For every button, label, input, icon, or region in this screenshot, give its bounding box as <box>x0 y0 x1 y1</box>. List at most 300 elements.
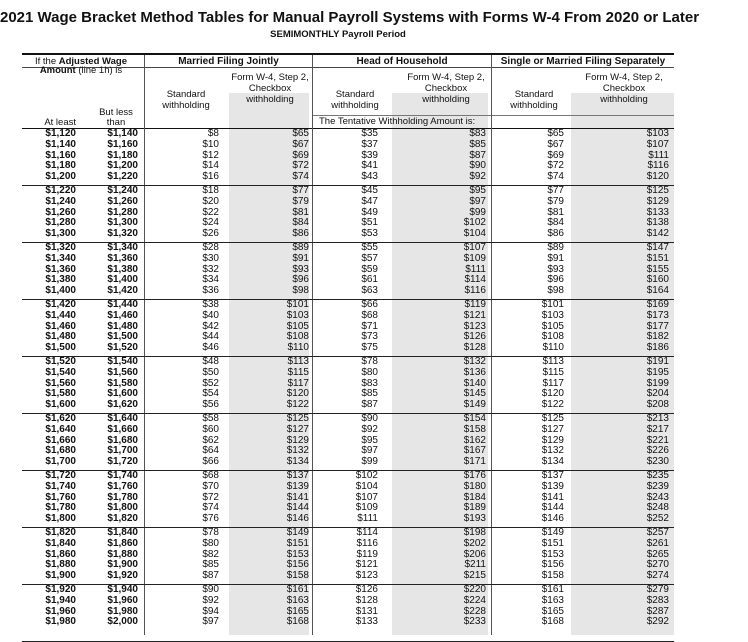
single-checkbox-cell: $111 <box>648 149 669 161</box>
mfj-checkbox-cell: $113 <box>287 356 309 367</box>
hoh-standard-cell: $68 <box>361 309 378 321</box>
mfj-standard-cell: $76 <box>202 513 219 525</box>
mfj-standard-cell: $82 <box>202 548 219 560</box>
but-less-than-cell: $1,280 <box>107 206 138 218</box>
single-checkbox-cell: $208 <box>646 399 669 411</box>
hoh-checkbox-cell: $114 <box>464 274 486 286</box>
mfj-standard-cell: $16 <box>202 171 219 183</box>
at-least-cell: $1,140 <box>45 138 76 150</box>
hoh-standard-cell: $126 <box>355 584 378 595</box>
single-checkbox-cell: $204 <box>646 388 669 400</box>
mfj-standard-cell: $50 <box>202 366 219 378</box>
mfj-checkbox-cell: $72 <box>292 160 309 172</box>
mfj-standard-cell: $18 <box>202 185 219 196</box>
table-row <box>22 343 674 354</box>
but-less-than-cell: $1,680 <box>107 434 138 446</box>
single-standard-cell: $137 <box>541 470 564 481</box>
mfj-checkbox-cell: $163 <box>286 594 309 606</box>
tentative-amount-heading: The Tentative Withholding Amount is: <box>319 116 476 127</box>
single-standard-cell: $115 <box>542 366 564 378</box>
at-least-cell: $1,880 <box>45 559 76 571</box>
single-standard-cell: $89 <box>547 242 564 253</box>
single-checkbox-cell: $257 <box>646 527 669 538</box>
mfj-checkbox-cell: $156 <box>286 559 309 571</box>
mfj-checkbox-cell: $96 <box>292 274 309 286</box>
but-less-than-cell: $1,320 <box>107 228 138 240</box>
hoh-standard-cell: $116 <box>356 537 378 549</box>
hoh-standard-cell: $123 <box>355 570 378 582</box>
mfj-standard-cell: $22 <box>202 206 219 218</box>
hoh-standard-cell: $71 <box>361 320 378 332</box>
mfj-checkbox-cell: $141 <box>286 491 309 503</box>
mfj-checkbox-cell: $132 <box>286 445 309 457</box>
hoh-checkbox-cell: $176 <box>463 470 486 481</box>
but-less-than-cell: $1,220 <box>107 171 138 183</box>
bracket-group <box>22 414 674 471</box>
but-less-than-cell: $1,600 <box>107 388 138 400</box>
hoh-standard-cell: $87 <box>361 399 378 411</box>
bracket-groups <box>22 129 674 642</box>
hoh-checkbox-cell: $132 <box>463 356 486 367</box>
mfj-checkbox-cell: $74 <box>292 171 309 183</box>
single-standard-cell: $69 <box>547 149 564 161</box>
mfj-standard-cell: $44 <box>202 331 219 343</box>
table-top-rule <box>22 53 674 55</box>
but-less-than-cell: $1,400 <box>107 274 138 286</box>
single-standard-cell: $141 <box>541 491 564 503</box>
mfj-checkbox-cell: $151 <box>286 537 309 549</box>
single-checkbox-cell: $125 <box>646 185 669 196</box>
at-least-cell: $1,800 <box>45 513 76 525</box>
at-least-cell: $1,180 <box>45 160 76 172</box>
single-standard-cell: $151 <box>541 537 564 549</box>
page-title: 2021 Wage Bracket Method Tables for Manual Payroll Systems with Forms W-4 From 2020 or Later <box>0 9 700 26</box>
mfj-standard-cell: $72 <box>202 491 219 503</box>
mfj-checkbox-cell: $93 <box>292 263 309 275</box>
single-standard-cell: $79 <box>547 195 564 207</box>
at-least-cell: $1,760 <box>45 491 76 503</box>
single-checkbox-cell: $120 <box>646 171 669 183</box>
mfj-standard-cell: $87 <box>202 570 219 582</box>
single-standard-cell: $165 <box>541 605 564 617</box>
mfj-checkbox-cell: $86 <box>292 228 309 240</box>
hoh-checkbox-cell: $90 <box>469 160 486 172</box>
mfj-standard-cell: $20 <box>202 195 219 207</box>
but-less-than-cell: $1,380 <box>107 263 138 275</box>
mfj-checkbox-cell: $165 <box>286 605 309 617</box>
mfj-checkbox-cell: $153 <box>286 548 309 560</box>
mfj-standard-cell: $85 <box>202 559 219 571</box>
mfj-checkbox-cell: $125 <box>286 413 309 424</box>
hoh-checkbox-cell: $95 <box>469 185 486 196</box>
at-least-label: At least <box>44 117 76 128</box>
single-checkbox-cell: $199 <box>646 377 669 389</box>
but-less-than-cell: $1,540 <box>107 356 138 367</box>
single-standard-cell: $98 <box>547 285 564 297</box>
status-hoh: Head of Household <box>356 56 448 67</box>
single-checkbox-heading: Form W-4, Step 2, Checkbox withholding <box>585 72 663 105</box>
mfj-standard-cell: $40 <box>202 309 219 321</box>
mfj-standard-cell: $28 <box>202 242 219 253</box>
mfj-standard-cell: $56 <box>202 399 219 411</box>
but-less-than-cell: $1,860 <box>107 537 138 549</box>
but-less-than-label: But less than <box>99 107 133 128</box>
hoh-checkbox-cell: $85 <box>469 138 486 150</box>
at-least-cell: $1,480 <box>45 331 76 343</box>
mfj-standard-cell: $64 <box>202 445 219 457</box>
mfj-checkbox-cell: $98 <box>292 285 309 297</box>
hoh-checkbox-heading: Form W-4, Step 2, Checkbox withholding <box>407 72 485 105</box>
hoh-checkbox-cell: $119 <box>464 299 486 310</box>
but-less-than-cell: $1,980 <box>107 605 138 617</box>
hoh-checkbox-cell: $104 <box>463 228 486 240</box>
single-checkbox-cell: $221 <box>646 434 669 446</box>
but-less-than-cell: $1,780 <box>107 491 138 503</box>
but-less-than-cell: $1,820 <box>107 513 138 525</box>
but-less-than-cell: $1,340 <box>107 242 138 253</box>
but-less-than-cell: $1,140 <box>107 128 138 139</box>
hoh-standard-cell: $78 <box>361 356 378 367</box>
single-checkbox-cell: $252 <box>646 513 669 525</box>
single-checkbox-cell: $287 <box>646 605 669 617</box>
mfj-checkbox-cell: $91 <box>292 252 309 264</box>
table-row <box>22 539 674 550</box>
mfj-standard-cell: $30 <box>202 252 219 264</box>
at-least-cell: $1,280 <box>45 217 76 229</box>
hoh-standard-cell: $80 <box>361 366 378 378</box>
single-checkbox-cell: $103 <box>646 128 669 139</box>
hoh-checkbox-cell: $92 <box>469 171 486 183</box>
but-less-than-cell: $1,460 <box>107 309 138 321</box>
wage-label-prefix: If the <box>34 56 59 67</box>
table-row <box>22 457 674 468</box>
but-less-than-cell: $1,480 <box>107 320 138 332</box>
bracket-group <box>22 243 674 300</box>
table-row <box>22 617 674 628</box>
table-row <box>22 311 674 322</box>
single-standard-cell: $132 <box>541 445 564 457</box>
single-standard-cell: $168 <box>541 616 564 628</box>
hoh-standard-cell: $51 <box>361 217 378 229</box>
mfj-checkbox-cell: $158 <box>286 570 309 582</box>
table-row <box>22 514 674 525</box>
at-least-cell: $1,500 <box>45 342 76 354</box>
mfj-checkbox-cell: $134 <box>286 456 309 468</box>
single-checkbox-cell: $213 <box>646 413 669 424</box>
at-least-cell: $1,520 <box>45 356 76 367</box>
hoh-standard-cell: $119 <box>356 548 378 560</box>
single-standard-cell: $146 <box>541 513 564 525</box>
hoh-standard-cell: $63 <box>361 285 378 297</box>
but-less-than-cell: $1,560 <box>107 366 138 378</box>
hoh-checkbox-cell: $211 <box>464 559 486 571</box>
single-checkbox-cell: $129 <box>646 195 669 207</box>
hoh-checkbox-cell: $189 <box>463 502 486 514</box>
single-checkbox-cell: $243 <box>646 491 669 503</box>
mfj-standard-cell: $26 <box>202 228 219 240</box>
mfj-checkbox-cell: $103 <box>286 309 309 321</box>
hoh-checkbox-cell: $136 <box>463 366 486 378</box>
hoh-standard-cell: $128 <box>355 594 378 606</box>
hoh-checkbox-cell: $154 <box>463 413 486 424</box>
single-checkbox-cell: $195 <box>646 366 669 378</box>
but-less-than-cell: $1,580 <box>107 377 138 389</box>
mfj-checkbox-cell: $146 <box>286 513 309 525</box>
at-least-cell: $1,920 <box>45 584 76 595</box>
at-least-cell: $1,720 <box>45 470 76 481</box>
hoh-checkbox-cell: $215 <box>463 570 486 582</box>
at-least-cell: $1,640 <box>45 423 76 435</box>
mfj-checkbox-cell: $122 <box>286 399 309 411</box>
single-standard-cell: $134 <box>541 456 564 468</box>
hoh-checkbox-cell: $180 <box>463 480 486 492</box>
single-standard-cell: $156 <box>541 559 564 571</box>
wage-bracket-table <box>22 53 674 635</box>
single-standard-cell: $67 <box>547 138 564 150</box>
hoh-standard-cell: $111 <box>357 513 378 525</box>
table-row <box>22 254 674 265</box>
mfj-standard-cell: $32 <box>202 263 219 275</box>
mfj-standard-heading: Standard withholding <box>162 89 210 111</box>
single-standard-cell: $139 <box>541 480 564 492</box>
table-row <box>22 425 674 436</box>
hoh-checkbox-cell: $220 <box>463 584 486 595</box>
hoh-standard-cell: $114 <box>356 527 378 538</box>
single-checkbox-cell: $230 <box>646 456 669 468</box>
mfj-standard-cell: $38 <box>202 299 219 310</box>
hoh-checkbox-cell: $102 <box>463 217 486 229</box>
single-checkbox-cell: $177 <box>646 320 669 332</box>
but-less-than-cell: $1,800 <box>107 502 138 514</box>
mfj-checkbox-cell: $115 <box>287 366 309 378</box>
at-least-cell: $1,460 <box>45 320 76 332</box>
single-standard-cell: $127 <box>541 423 564 435</box>
hoh-checkbox-cell: $109 <box>463 252 486 264</box>
single-standard-cell: $125 <box>541 413 564 424</box>
single-standard-cell: $93 <box>547 263 564 275</box>
single-standard-heading: Standard withholding <box>510 89 558 111</box>
mfj-standard-cell: $14 <box>202 160 219 172</box>
single-checkbox-cell: $274 <box>646 570 669 582</box>
single-standard-cell: $86 <box>547 228 564 240</box>
mfj-standard-cell: $48 <box>202 356 219 367</box>
bracket-group <box>22 129 674 186</box>
single-standard-cell: $144 <box>541 502 564 514</box>
mfj-checkbox-cell: $81 <box>292 206 309 218</box>
but-less-than-cell: $1,200 <box>107 160 138 172</box>
single-standard-cell: $163 <box>541 594 564 606</box>
but-less-than-cell: $1,880 <box>107 548 138 560</box>
mfj-checkbox-cell: $127 <box>286 423 309 435</box>
single-checkbox-cell: $147 <box>646 242 669 253</box>
wage-label-suffix: (line 1h) is <box>75 65 123 76</box>
hoh-standard-cell: $85 <box>361 388 378 400</box>
single-standard-cell: $122 <box>541 399 564 411</box>
but-less-than-cell: $1,420 <box>107 285 138 297</box>
but-less-than-cell: $1,440 <box>107 299 138 310</box>
hoh-checkbox-cell: $149 <box>463 399 486 411</box>
mfj-checkbox-cell: $110 <box>287 342 309 354</box>
at-least-cell: $1,380 <box>45 274 76 286</box>
table-row <box>22 172 674 183</box>
hoh-standard-cell: $53 <box>361 228 378 240</box>
mfj-checkbox-cell: $144 <box>286 502 309 514</box>
hoh-standard-cell: $66 <box>361 299 378 310</box>
hoh-standard-cell: $99 <box>361 456 378 468</box>
hoh-standard-cell: $43 <box>361 171 378 183</box>
hoh-standard-heading: Standard withholding <box>331 89 379 111</box>
hoh-standard-cell: $47 <box>361 195 378 207</box>
single-standard-cell: $153 <box>541 548 564 560</box>
mfj-standard-cell: $70 <box>202 480 219 492</box>
but-less-than-cell: $1,740 <box>107 470 138 481</box>
page-subtitle: SEMIMONTHLY Payroll Period <box>270 29 406 40</box>
single-checkbox-cell: $116 <box>647 160 669 172</box>
but-less-than-cell: $1,640 <box>107 413 138 424</box>
hoh-standard-cell: $92 <box>361 423 378 435</box>
single-standard-cell: $65 <box>547 128 564 139</box>
at-least-cell: $1,360 <box>45 263 76 275</box>
single-checkbox-cell: $151 <box>646 252 669 264</box>
at-least-cell: $1,600 <box>45 399 76 411</box>
single-checkbox-cell: $169 <box>646 299 669 310</box>
but-less-than-cell: $2,000 <box>107 616 138 628</box>
at-least-cell: $1,300 <box>45 228 76 240</box>
single-checkbox-cell: $283 <box>646 594 669 606</box>
single-standard-cell: $117 <box>542 377 564 389</box>
mfj-standard-cell: $74 <box>202 502 219 514</box>
hoh-checkbox-cell: $107 <box>463 242 486 253</box>
bracket-group <box>22 300 674 357</box>
mfj-checkbox-cell: $67 <box>292 138 309 150</box>
mfj-standard-cell: $68 <box>202 470 219 481</box>
table-row <box>22 571 674 582</box>
hoh-checkbox-cell: $233 <box>463 616 486 628</box>
hoh-standard-cell: $39 <box>361 149 378 161</box>
single-standard-cell: $129 <box>541 434 564 446</box>
mfj-checkbox-cell: $129 <box>286 434 309 446</box>
at-least-cell: $1,440 <box>45 309 76 321</box>
mfj-standard-cell: $10 <box>202 138 219 150</box>
at-least-cell: $1,340 <box>45 252 76 264</box>
hoh-checkbox-cell: $224 <box>463 594 486 606</box>
at-least-cell: $1,400 <box>45 285 76 297</box>
hoh-checkbox-cell: $116 <box>464 285 486 297</box>
at-least-cell: $1,820 <box>45 527 76 538</box>
single-checkbox-cell: $138 <box>646 217 669 229</box>
hoh-checkbox-cell: $184 <box>463 491 486 503</box>
mfj-standard-cell: $58 <box>202 413 219 424</box>
mfj-standard-cell: $60 <box>202 423 219 435</box>
mfj-standard-cell: $80 <box>202 537 219 549</box>
table-row <box>22 140 674 151</box>
but-less-than-cell: $1,660 <box>107 423 138 435</box>
single-checkbox-cell: $164 <box>646 285 669 297</box>
hoh-checkbox-cell: $123 <box>463 320 486 332</box>
mfj-standard-cell: $24 <box>202 217 219 229</box>
single-standard-cell: $110 <box>542 342 564 354</box>
bracket-group <box>22 186 674 243</box>
wage-amount-label <box>22 57 140 75</box>
hoh-checkbox-cell: $162 <box>463 434 486 446</box>
single-standard-cell: $81 <box>547 206 564 218</box>
at-least-cell: $1,560 <box>45 377 76 389</box>
single-checkbox-cell: $155 <box>646 263 669 275</box>
but-less-than-cell: $1,940 <box>107 584 138 595</box>
table-row <box>22 400 674 411</box>
mfj-standard-cell: $94 <box>202 605 219 617</box>
hoh-standard-cell: $37 <box>361 138 378 150</box>
mfj-standard-cell: $78 <box>202 527 219 538</box>
single-checkbox-cell: $261 <box>646 537 669 549</box>
at-least-cell: $1,620 <box>45 413 76 424</box>
at-least-cell: $1,220 <box>45 185 76 196</box>
mfj-standard-cell: $66 <box>202 456 219 468</box>
mfj-checkbox-cell: $161 <box>286 584 309 595</box>
hoh-standard-cell: $90 <box>361 413 378 424</box>
hoh-standard-cell: $102 <box>355 470 378 481</box>
hoh-standard-cell: $104 <box>355 480 378 492</box>
status-mfj: Married Filing Jointly <box>178 56 279 67</box>
single-checkbox-cell: $182 <box>646 331 669 343</box>
at-least-cell: $1,120 <box>45 128 76 139</box>
single-standard-cell: $149 <box>541 527 564 538</box>
single-standard-cell: $84 <box>547 217 564 229</box>
hoh-standard-cell: $59 <box>361 263 378 275</box>
at-least-cell: $1,780 <box>45 502 76 514</box>
at-least-cell: $1,980 <box>45 616 76 628</box>
at-least-cell: $1,420 <box>45 299 76 310</box>
single-checkbox-cell: $270 <box>646 559 669 571</box>
but-less-than-cell: $1,160 <box>107 138 138 150</box>
table-row <box>22 286 674 297</box>
hoh-standard-cell: $57 <box>361 252 378 264</box>
hoh-standard-cell: $95 <box>361 434 378 446</box>
at-least-cell: $1,960 <box>45 605 76 617</box>
single-checkbox-cell: $217 <box>646 423 669 435</box>
hoh-checkbox-cell: $99 <box>469 206 486 218</box>
single-checkbox-cell: $226 <box>646 445 669 457</box>
single-checkbox-cell: $160 <box>646 274 669 286</box>
single-checkbox-cell: $173 <box>646 309 669 321</box>
hoh-checkbox-cell: $206 <box>463 548 486 560</box>
mfj-checkbox-cell: $65 <box>292 128 309 139</box>
at-least-cell: $1,320 <box>45 242 76 253</box>
hoh-standard-cell: $41 <box>361 160 378 172</box>
but-less-than-cell: $1,180 <box>107 149 138 161</box>
single-standard-cell: $74 <box>547 171 564 183</box>
mfj-standard-cell: $97 <box>202 616 219 628</box>
hoh-checkbox-cell: $171 <box>463 456 486 468</box>
single-checkbox-cell: $191 <box>646 356 669 367</box>
hoh-standard-cell: $35 <box>361 128 378 139</box>
single-standard-cell: $161 <box>541 584 564 595</box>
single-checkbox-cell: $265 <box>646 548 669 560</box>
at-least-cell: $1,680 <box>45 445 76 457</box>
at-least-cell: $1,860 <box>45 548 76 560</box>
hoh-checkbox-cell: $128 <box>463 342 486 354</box>
hoh-checkbox-cell: $158 <box>463 423 486 435</box>
but-less-than-cell: $1,960 <box>107 594 138 606</box>
at-least-cell: $1,240 <box>45 195 76 207</box>
single-checkbox-cell: $107 <box>646 138 669 150</box>
single-checkbox-cell: $248 <box>646 502 669 514</box>
hoh-standard-cell: $97 <box>361 445 378 457</box>
single-checkbox-cell: $239 <box>646 480 669 492</box>
bracket-group <box>22 528 674 585</box>
mfj-standard-cell: $34 <box>202 274 219 286</box>
single-standard-cell: $120 <box>541 388 564 400</box>
